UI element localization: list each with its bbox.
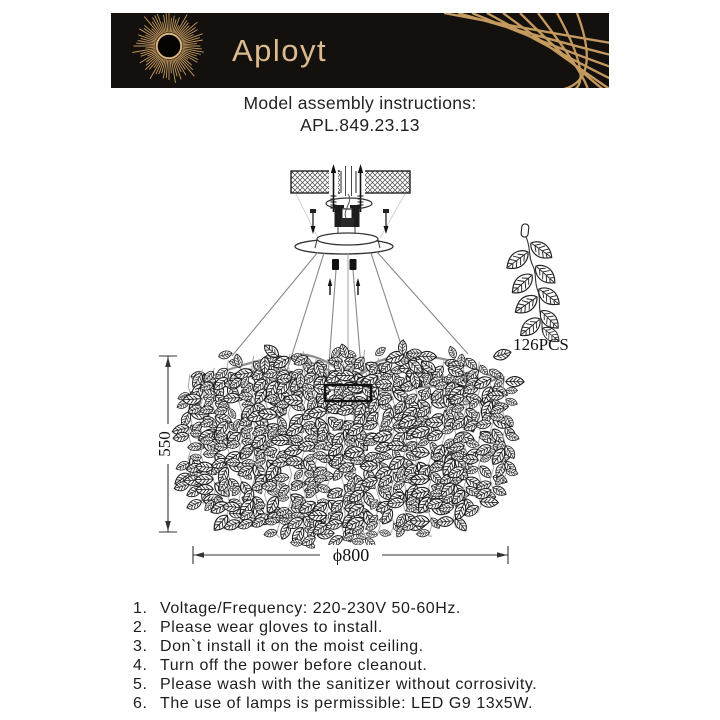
instruction-text: The use of lamps is permissible: LED G9 13x5W. [160,695,533,712]
instructions-list [133,599,693,713]
height-dimension [153,356,177,532]
instruction-number: 1. [133,600,148,617]
instruction-number: 5. [133,676,148,693]
diameter-dimension [193,545,508,565]
instruction-row [133,637,693,656]
instruction-row [133,694,693,713]
instruction-number: 6. [133,695,148,712]
brand-banner [111,13,609,88]
parts-count-label: 126PCS [513,335,569,354]
instruction-row [133,618,693,637]
diameter-dimension-label: ϕ800 [332,545,370,565]
instruction-row [133,599,693,618]
ray-fan-icon [444,13,609,88]
sheet-title: Model assembly instructions: [243,93,477,113]
instruction-number: 3. [133,638,148,655]
sunburst-logo-icon [132,13,204,83]
instruction-text: Voltage/Frequency: 220-230V 50-60Hz. [160,600,461,617]
assembly-diagram [0,140,720,600]
title-block [0,92,720,136]
instruction-text: Turn off the power before cleanout. [160,657,428,674]
instruction-row [133,656,693,675]
instruction-row [133,675,693,694]
brand-logo-text: Aployt [232,33,328,68]
height-dimension-label: 550 [154,431,174,457]
instruction-text: Please wear gloves to install. [160,619,383,636]
model-number: APL.849.23.13 [300,115,420,135]
instruction-text: Please wash with the sanitizer without corrosivity. [160,676,538,693]
leaf-strand-detail [503,224,569,354]
instruction-text: Don`t install it on the moist ceiling. [160,638,424,655]
instruction-number: 4. [133,657,148,674]
instruction-number: 2. [133,619,148,636]
banner-decoration [111,13,609,88]
hook-icon [521,224,529,238]
canopy [295,233,393,254]
leaf-strands [171,340,524,551]
chandelier-body [171,340,524,551]
